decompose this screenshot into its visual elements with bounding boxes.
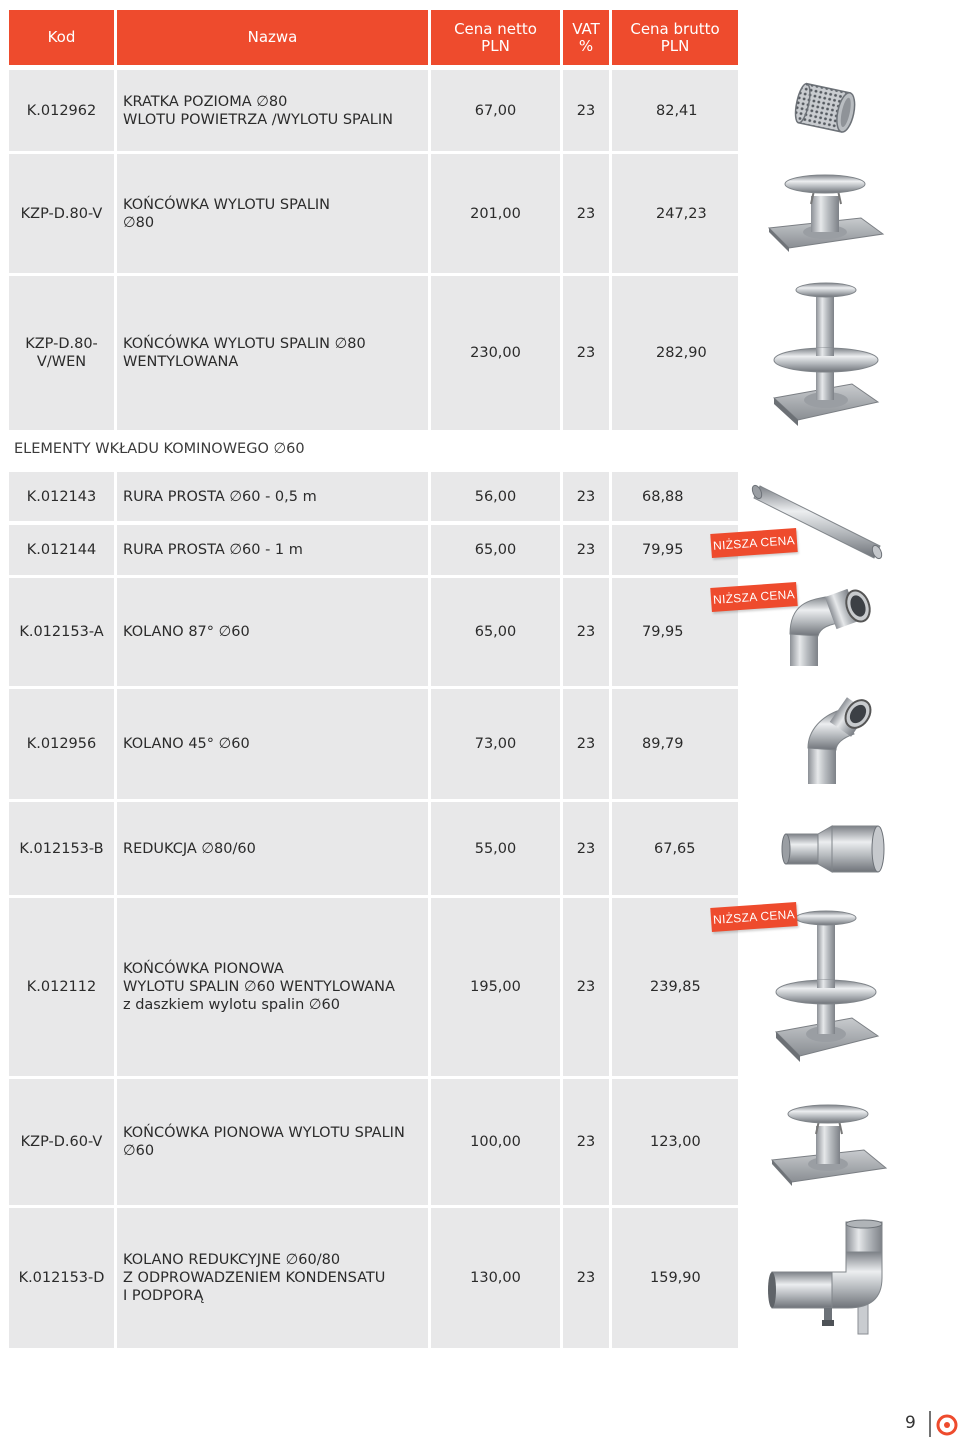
row-3-nazwa: RURA PROSTA ∅60 - 0,5 m	[117, 472, 428, 521]
row-6-netto: 73,00	[431, 689, 560, 799]
row-10-brutto: 159,90	[612, 1208, 738, 1348]
row-2-brutto: 282,90	[612, 276, 738, 430]
row-0-vat: 23	[563, 70, 609, 151]
row-0-kod: K.012962	[9, 70, 114, 151]
row-6-kod: K.012956	[9, 689, 114, 799]
row-5-brutto: 79,95	[612, 578, 738, 686]
row-1-kod: KZP-D.80-V	[9, 154, 114, 273]
header-cena-netto: Cena netto PLN	[431, 10, 560, 65]
brand-logo-icon	[928, 1409, 958, 1439]
row-4-netto: 65,00	[431, 525, 560, 575]
row-9-vat: 23	[563, 1079, 609, 1205]
elbow-45-image	[800, 694, 880, 790]
reducing-elbow-image	[768, 1218, 890, 1340]
row-8-vat: 23	[563, 898, 609, 1076]
row-8-brutto: 239,85	[612, 898, 738, 1076]
row-8-netto: 195,00	[431, 898, 560, 1076]
row-0-netto: 67,00	[431, 70, 560, 151]
row-10-vat: 23	[563, 1208, 609, 1348]
page-number: 9	[905, 1413, 916, 1433]
row-7-vat: 23	[563, 802, 609, 895]
header-vat: VAT %	[563, 10, 609, 65]
row-5-kod: K.012153-A	[9, 578, 114, 686]
mesh-grille-image	[790, 76, 860, 142]
row-3-vat: 23	[563, 472, 609, 521]
row-10-netto: 130,00	[431, 1208, 560, 1348]
header-nazwa: Nazwa	[117, 10, 428, 65]
row-10-nazwa: KOLANO REDUKCYJNE ∅60/80 Z ODPROWADZENIEM KONDENSATU I PODPORĄ	[117, 1208, 428, 1348]
row-1-brutto: 247,23	[612, 154, 738, 273]
tall-terminal-60-image	[770, 906, 888, 1066]
row-8-nazwa: KOŃCÓWKA PIONOWA WYLOTU SPALIN ∅60 WENTYLOWANA z daszkiem wylotu spalin ∅60	[117, 898, 428, 1076]
row-4-kod: K.012144	[9, 525, 114, 575]
row-9-nazwa: KOŃCÓWKA PIONOWA WYLOTU SPALIN ∅60	[117, 1079, 428, 1205]
tall-terminal-image	[768, 280, 890, 430]
short-terminal-image	[765, 168, 887, 263]
price-drop-badge: NIŻSZA CENA	[710, 528, 797, 558]
row-8-kod: K.012112	[9, 898, 114, 1076]
row-7-netto: 55,00	[431, 802, 560, 895]
price-drop-badge: NIŻSZA CENA	[710, 582, 797, 612]
row-3-kod: K.012143	[9, 472, 114, 521]
price-drop-badge: NIŻSZA CENA	[710, 902, 797, 932]
row-10-kod: K.012153-D	[9, 1208, 114, 1348]
row-1-nazwa: KOŃCÓWKA WYLOTU SPALIN ∅80	[117, 154, 428, 273]
header-kod: Kod	[9, 10, 114, 65]
row-4-vat: 23	[563, 525, 609, 575]
row-2-vat: 23	[563, 276, 609, 430]
short-terminal-60-image	[768, 1098, 890, 1198]
row-7-kod: K.012153-B	[9, 802, 114, 895]
row-4-nazwa: RURA PROSTA ∅60 - 1 m	[117, 525, 428, 575]
row-0-brutto: 82,41	[612, 70, 738, 151]
row-9-kod: KZP-D.60-V	[9, 1079, 114, 1205]
row-5-netto: 65,00	[431, 578, 560, 686]
reducer-image	[780, 822, 890, 878]
row-1-vat: 23	[563, 154, 609, 273]
section-title: ELEMENTY WKŁADU KOMINOWEGO ∅60	[14, 441, 305, 457]
row-7-nazwa: REDUKCJA ∅80/60	[117, 802, 428, 895]
row-6-vat: 23	[563, 689, 609, 799]
row-0-nazwa: KRATKA POZIOMA ∅80 WLOTU POWIETRZA /WYLOTU SPALIN	[117, 70, 428, 151]
row-6-nazwa: KOLANO 45° ∅60	[117, 689, 428, 799]
row-3-netto: 56,00	[431, 472, 560, 521]
row-2-nazwa: KOŃCÓWKA WYLOTU SPALIN ∅80 WENTYLOWANA	[117, 276, 428, 430]
row-9-brutto: 123,00	[612, 1079, 738, 1205]
row-2-kod: KZP-D.80- V/WEN	[9, 276, 114, 430]
header-cena-brutto: Cena brutto PLN	[612, 10, 738, 65]
row-3-brutto: 68,88	[612, 472, 738, 521]
row-7-brutto: 67,65	[612, 802, 738, 895]
row-6-brutto: 89,79	[612, 689, 738, 799]
row-5-nazwa: KOLANO 87° ∅60	[117, 578, 428, 686]
row-9-netto: 100,00	[431, 1079, 560, 1205]
row-2-netto: 230,00	[431, 276, 560, 430]
row-4-brutto: 79,95	[612, 525, 738, 575]
row-1-netto: 201,00	[431, 154, 560, 273]
row-5-vat: 23	[563, 578, 609, 686]
